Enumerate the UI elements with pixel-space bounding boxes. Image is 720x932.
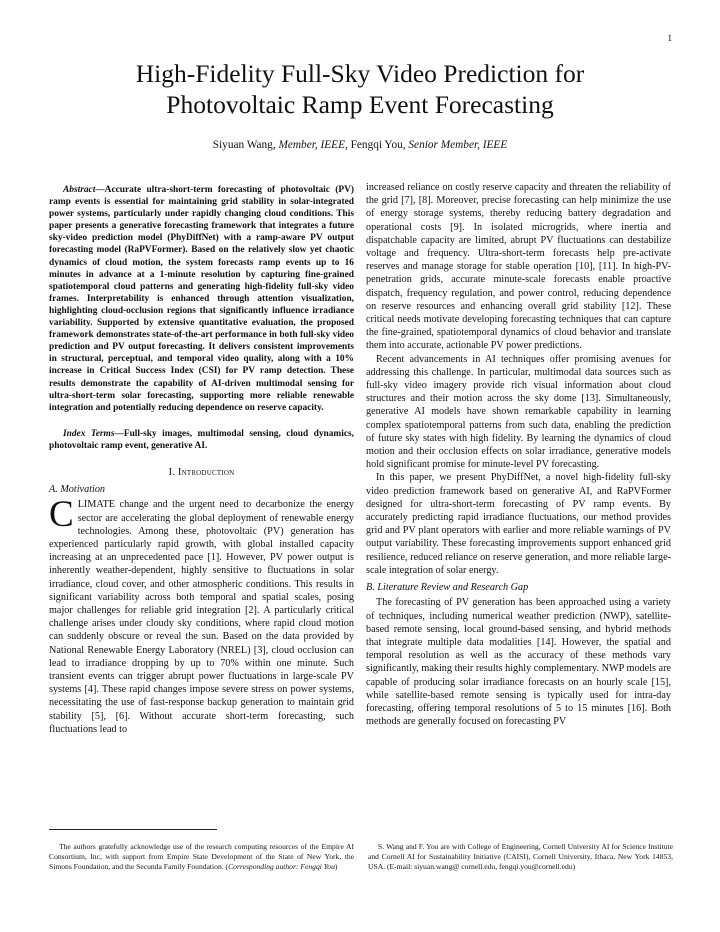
index-terms-lead: Index Terms (63, 428, 115, 439)
subsection-heading-motivation: A. Motivation (49, 484, 106, 496)
motivation-text: LIMATE change and the urgent need to decarbonize the energy sector are accelerating the global deployment of renewable energy technologies. Among these, photovoltaic (PV) generation has experienced particularly rapid growth, with global installed capacity increasing at an unprecedented pace [1]. However, PV power output is inherently weather-dependent, highly sensitive to fluctuations in solar irradiance, cloud cover, and other atmospheric conditions. This results in significant variability across both temporal and spatial scales, posing major challenges for reliable grid integration [2]. A particularly critical challenge arises under cloudy sky conditions, where rapid cloud motion can suddenly obscure or reveal the sun. Based on the data provided by National Renewable Energy Laboratory (NREL) [3], cloud occlusion can lead to irradiance dropping by up to 70% within one minute. Such transient events can trigger abrupt power fluctuations in large-scale PV systems [4]. These rapid changes impose severe stress on power systems, necessitating the use of fast-response backup generation to maintain grid stability [5], [6]. Without accurate short-term forecasting, such fluctuations lead to (49, 499, 354, 735)
footnote-corresponding-author: Corresponding author: Fengqi You (228, 861, 335, 871)
paragraph-contribution: In this paper, we present PhyDiffNet, a novel high-fidelity full-sky video prediction framework based on generative AI, and RaPVFormer designed for ultra-short-term forecasting of PV ramp events. By accurately predicting rapid irradiance fluctuations, our method provides grid and PV plant operators with earlier and more reliable warnings of PV output variability. These forecasting improvements support enhanced grid resilience, reduced reliance on reserve generation, and more reliable large-scale integration of solar energy. (366, 472, 671, 576)
abstract-lead: Abstract (63, 185, 96, 195)
footnote-divider (49, 829, 217, 830)
abstract-text: —Accurate ultra-short-term forecasting of photovoltaic (PV) ramp events is essential for maintaining grid stability in solar-integrated power systems, particularly under rapidly changing cloud conditions. This paper presents a generative forecasting framework that integrates a future sky-video prediction model (PhyDiffNet) with a ramp-aware PV output forecasting model (RaPVFormer). Based on the relatively slow yet chaotic dynamics of cloud motion, the system forecasts ramp events up to 16 minutes in advance at a 1-minute resolution by capturing fine-grained spatiotemporal cloud patterns and generating high-fidelity full-sky video frames. Interpretability is enhanced through attention visualization, highlighting cloud-occlusion regions that significantly influence irradiance variability. Supported by extensive quantitative evaluation, the proposed framework demonstrates state-of-the-art performance in both full-sky video prediction and PV output forecasting. It delivers consistent improvements in structural, perceptual, and temporal video quality, along with a 10% increase in Critical Success Index (CSI) for PV ramp detection. These results demonstrate the capability of AI-driven multimodal sensing for ultra-short-term solar forecasting, supporting more reliable renewable integration and potentially reducing dependence on reserve capacity. (49, 185, 354, 413)
index-terms-text: —Full-sky images, multimodal sensing, cloud dynamics, photovoltaic ramp event, generative AI. (49, 428, 354, 451)
motivation-paragraph (49, 494, 354, 736)
title-line-1: High-Fidelity Full-Sky Video Prediction for (135, 59, 585, 88)
author-line (60, 139, 660, 151)
section-numeral: I. (168, 466, 178, 478)
paper-title (60, 58, 660, 120)
footnote-ack-text: The authors gratefully acknowledge use of the research computing resources of the Empire AI Consortium, Inc, with support from Empire State Development of the State of New York, the Simons Foundation, and the Secunda Family Foundation. ( (49, 842, 354, 871)
author-separator: , Fengqi You, (344, 139, 409, 151)
page-number: 1 (667, 33, 672, 43)
left-column (49, 180, 354, 736)
author-role-1: Member, IEEE (278, 139, 345, 151)
footnote-ack-close: ) (334, 861, 338, 871)
author-name-1: Siyuan Wang, (212, 139, 279, 151)
footnote-affiliation: S. Wang and F. You are with College of Engineering, Cornell University AI for Science Institute and Cornell AI for Sustainability Initiative (CAISI), Cornell University, Ithaca, New York 14853, USA. (E-mail: siyuan.wang@ cornell.edu, fengqi.you@cornell.edu) (368, 842, 673, 871)
drop-cap: C (49, 494, 74, 536)
section-title: Introduction (177, 466, 235, 478)
section-heading-introduction (49, 466, 354, 479)
title-line-2: Photovoltaic Ramp Event Forecasting (166, 90, 554, 119)
paragraph-ai-advancements: Recent advancements in AI techniques offer promising avenues for addressing this challenge. In particular, multimodal data sources such as full-sky video imagery provide rich visual information about cloud structures and their motion across the sky dome [13]. Simultaneously, generative AI models have shown remarkable capability in learning complex spatiotemporal patterns from such data, enabling the prediction of future sky states with high fidelity. By learning the dynamics of cloud motion and their occlusion effects on solar irradiance, generative models hold significant promise for minute-level PV forecasting. (366, 353, 671, 471)
abstract (49, 184, 354, 414)
subsection-heading-literature: B. Literature Review and Research Gap (366, 582, 529, 594)
right-column (366, 181, 671, 728)
paragraph-continued: increased reliance on costly reserve capacity and threaten the reliability of the grid [7], [8]. Moreover, precise forecasting can help minimize the use of energy storage systems, thereby reducing battery degradation and operational costs [9]. In isolated microgrids, where inertia and dispatchable capacity are limited, abrupt PV fluctuations can destabilize voltage and frequency. Ultra-short-term forecasts help pre-activate reserves and manage storage for stable operation [10], [11]. In high-PV-penetration grids, accurate minute-scale forecasts enable proactive dispatch, frequency regulation, and power control, reducing dependence on reserve resources and enhancing overall grid stability [12]. These critical needs motivate developing forecasting techniques that can capture the fine-grained, spatiotemporal dynamics of cloud behavior and translate them into accurate, actionable PV power predictions. (366, 182, 671, 352)
paragraph-literature: The forecasting of PV generation has been approached using a variety of techniques, including numerical weather prediction (NWP), satellite-based remote sensing, local ground-based sensing, and hybrid methods that integrate multiple data modalities [14]. However, the spatial and temporal resolution as well as the accuracy of these methods vary significantly, making their results highly complementary. NWP models are capable of producing solar irradiance forecasts on an hourly scale [15], while satellite-based remote sensing is typically used for intra-day forecasting, offering temporal resolutions of 5 to 15 minutes [16]. Both methods are generally focused on forecasting PV (366, 597, 671, 728)
author-role-2: Senior Member, IEEE (408, 139, 508, 151)
index-terms (49, 428, 354, 452)
footnote-acknowledgment (49, 842, 354, 871)
